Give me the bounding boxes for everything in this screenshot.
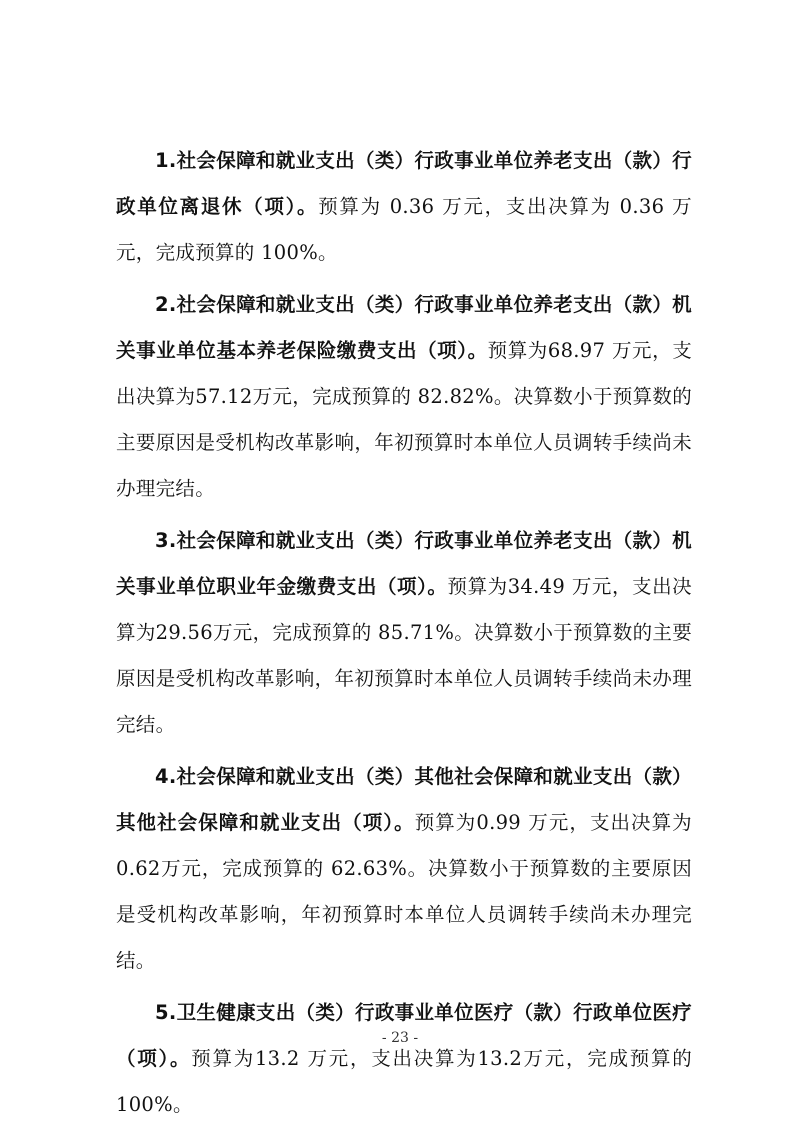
paragraph-item-3	[116, 518, 692, 748]
paragraph-item-1	[116, 138, 692, 276]
paragraph-body: 预算为13.2 万元，支出决算为13.2万元，完成预算的100%。	[116, 1047, 692, 1116]
paragraph-heading: 1.社会保障和就业支出（类）行政事业单位养老支出（款）行政单位离退休（项）。	[116, 149, 692, 218]
paragraph-heading: 3.社会保障和就业支出（类）行政事业单位养老支出（款）机关事业单位职业年金缴费支出（项）。	[116, 529, 692, 598]
paragraph-item-4	[116, 754, 692, 984]
document-body	[116, 138, 692, 1134]
paragraph-heading: 2.社会保障和就业支出（类）行政事业单位养老支出（款）机关事业单位基本养老保险缴费支出（项）。	[116, 293, 692, 362]
paragraph-body: 预算为 0.36 万元，支出决算为 0.36 万元，完成预算的 100%。	[116, 195, 692, 264]
paragraph-item-2	[116, 282, 692, 512]
paragraph-item-5	[116, 990, 692, 1128]
page-number: - 23 -	[381, 1030, 419, 1046]
paragraph-heading: 5.卫生健康支出（类）行政事业单位医疗（款）行政单位医疗（项）。	[116, 1001, 692, 1070]
paragraph-body: 预算为0.99 万元，支出决算为0.62万元，完成预算的 62.63%。决算数小于预算数的主要原因是受机构改革影响，年初预算时本单位人员调转手续尚未办理完结。	[116, 811, 692, 972]
paragraph-body: 预算为34.49 万元，支出决算为29.56万元，完成预算的 85.71%。决算数小于预算数的主要原因是受机构改革影响，年初预算时本单位人员调转手续尚未办理完结。	[116, 575, 692, 736]
paragraph-heading: 4.社会保障和就业支出（类）其他社会保障和就业支出（款）其他社会保障和就业支出（项）。	[116, 765, 692, 834]
paragraph-body: 预算为68.97 万元，支出决算为57.12万元，完成预算的 82.82%。决算数小于预算数的主要原因是受机构改革影响，年初预算时本单位人员调转手续尚未办理完结。	[116, 339, 692, 500]
